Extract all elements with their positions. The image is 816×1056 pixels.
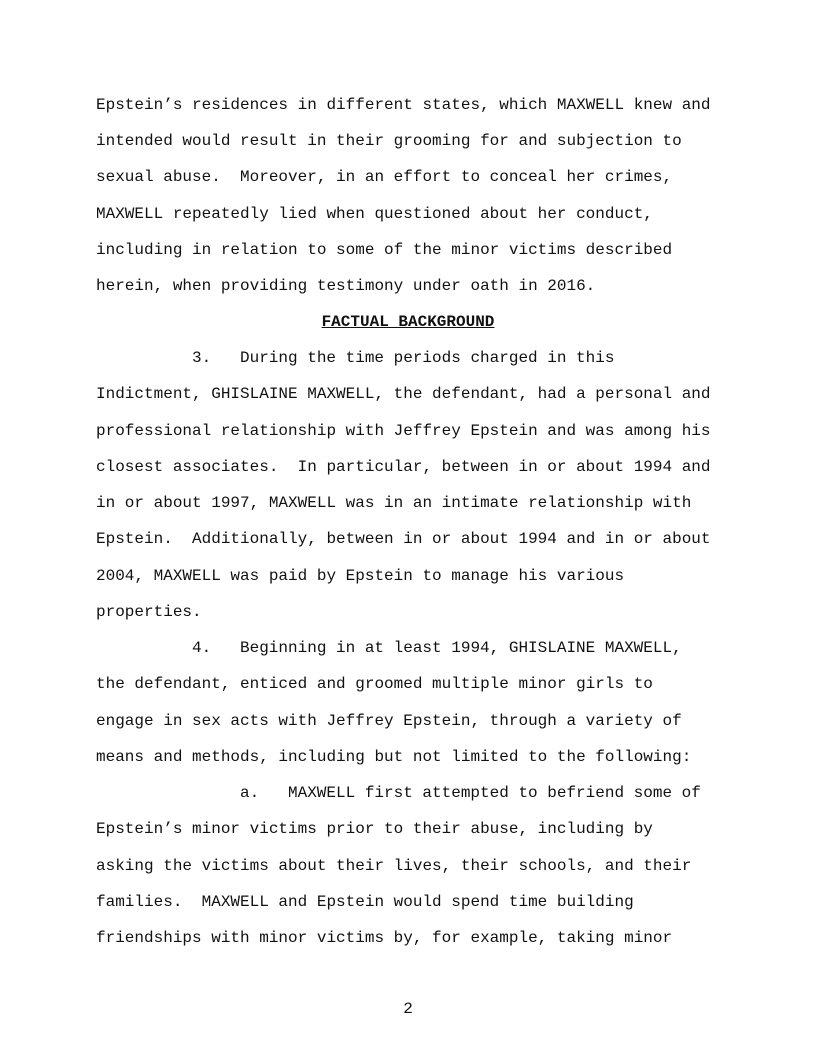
paragraph-first-line (192, 638, 682, 658)
paragraph-text: Beginning in at least 1994, GHISLAINE MAXWELL, (240, 639, 682, 657)
paragraph-number: 4. (192, 639, 212, 657)
text-line: engage in sex acts with Jeffrey Epstein, through a variety of (96, 712, 682, 730)
text-line: means and methods, including but not limited to the following: (96, 748, 692, 766)
text-line: MAXWELL repeatedly lied when questioned about her conduct, (96, 205, 653, 223)
page-number: 2 (403, 1000, 413, 1018)
subparagraph-letter: a. (240, 784, 260, 802)
subparagraph-first-line (240, 783, 701, 803)
text-line: professional relationship with Jeffrey Epstein and was among his (96, 422, 711, 440)
section-heading: FACTUAL BACKGROUND (321, 313, 495, 331)
text-line: intended would result in their grooming for and subjection to (96, 132, 682, 150)
text-line: Indictment, GHISLAINE MAXWELL, the defendant, had a personal and (96, 385, 711, 403)
text-line: Epstein. Additionally, between in or about 1994 and in or about (96, 530, 711, 548)
text-line: families. MAXWELL and Epstein would spend time building (96, 893, 634, 911)
paragraph-first-line (192, 348, 614, 368)
text-line: Epstein’s residences in different states, which MAXWELL knew and (96, 96, 711, 114)
paragraph-text: During the time periods charged in this (240, 349, 615, 367)
text-line: herein, when providing testimony under oath in 2016. (96, 277, 596, 295)
text-line: sexual abuse. Moreover, in an effort to conceal her crimes, (96, 168, 673, 186)
text-line: Epstein’s minor victims prior to their abuse, including by (96, 820, 653, 838)
text-line: the defendant, enticed and groomed multiple minor girls to (96, 675, 653, 693)
text-line: 2004, MAXWELL was paid by Epstein to manage his various (96, 567, 625, 585)
text-line: including in relation to some of the minor victims described (96, 241, 673, 259)
paragraph-number: 3. (192, 349, 212, 367)
text-line: closest associates. In particular, between in or about 1994 and (96, 458, 711, 476)
text-line: in or about 1997, MAXWELL was in an intimate relationship with (96, 494, 692, 512)
subparagraph-text: MAXWELL first attempted to befriend some of (288, 784, 701, 802)
text-line: asking the victims about their lives, their schools, and their (96, 857, 692, 875)
text-line: properties. (96, 603, 202, 621)
text-line: friendships with minor victims by, for example, taking minor (96, 929, 673, 947)
